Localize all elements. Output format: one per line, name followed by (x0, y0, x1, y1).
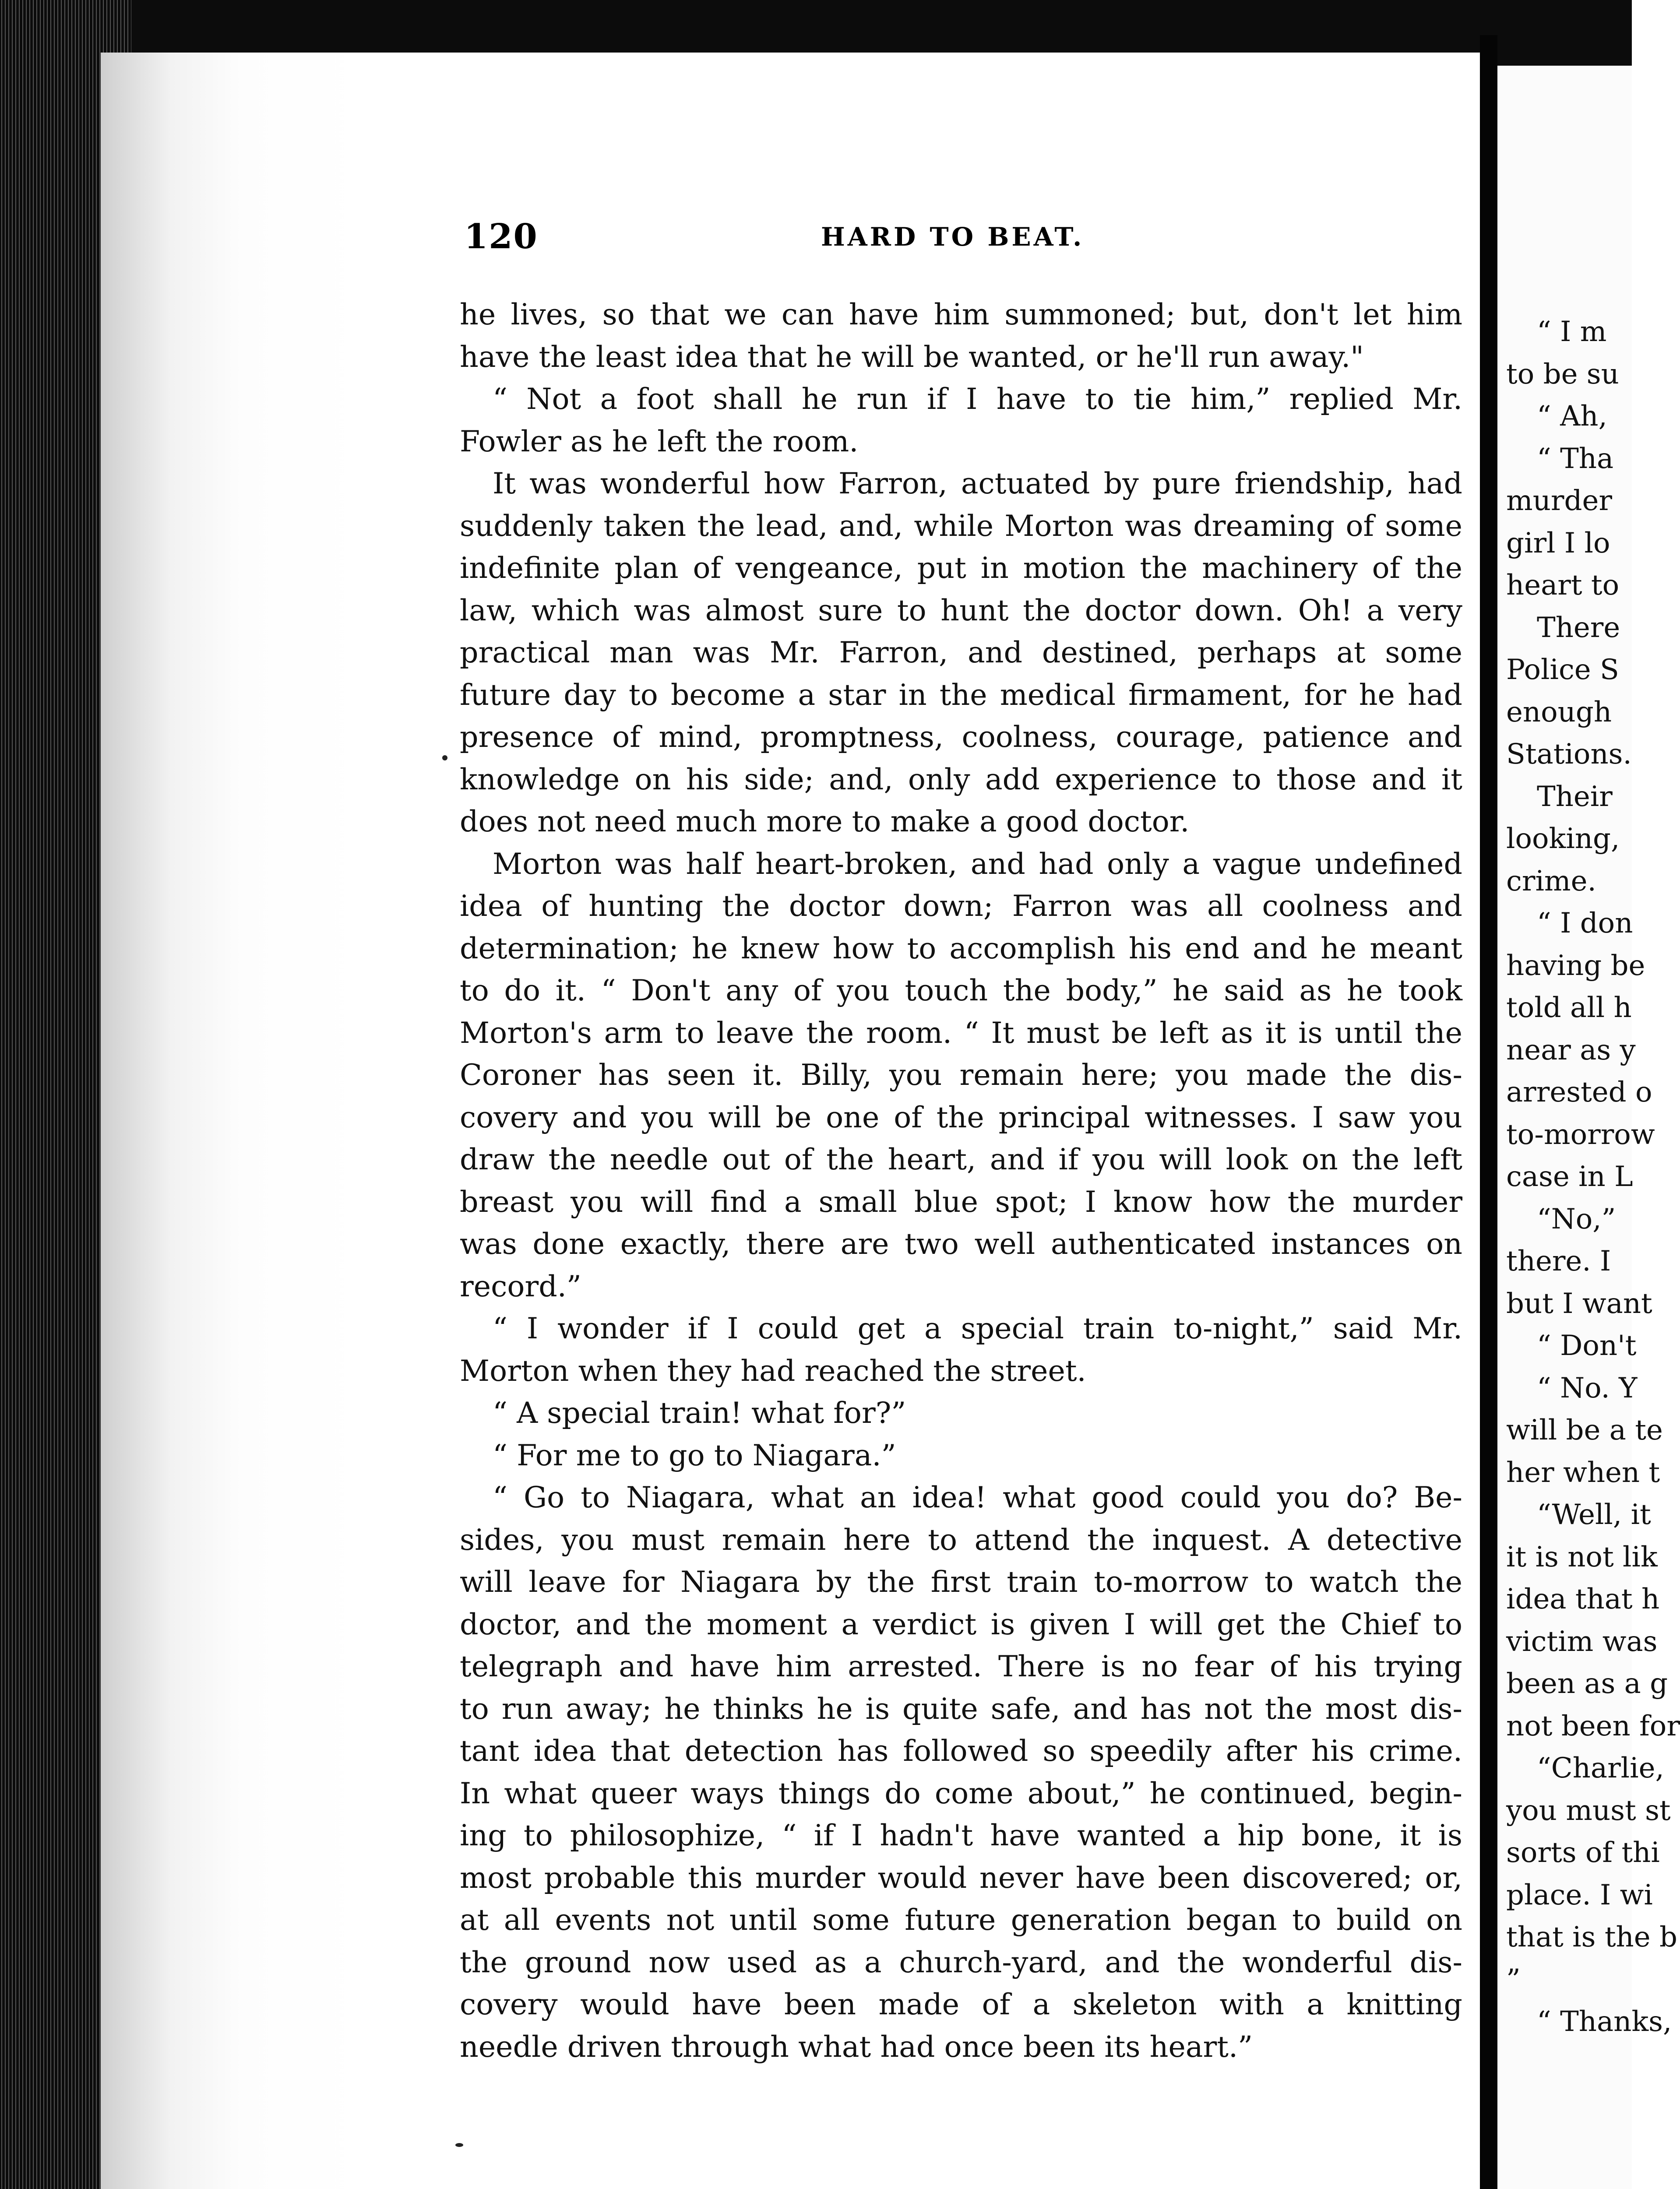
text-fragment: idea that h (1506, 1583, 1660, 1615)
text-fragment: Police S (1506, 654, 1619, 686)
text-line: will leave for Niagara by the first train to-morrow to watch the (460, 1565, 1462, 1599)
text-fragment: case in L (1506, 1161, 1633, 1193)
text-fragment: looking, (1506, 823, 1620, 855)
ink-speck (455, 2143, 463, 2147)
text-fragment: to-morrow (1506, 1118, 1655, 1151)
right-page-text (1506, 311, 1680, 2043)
text-line: Fowler as he left the room. (460, 424, 859, 458)
text-fragment: told all h (1506, 992, 1632, 1024)
text-line: to run away; he thinks he is quite safe, and has not the most dis- (460, 1691, 1462, 1726)
text-fragment: to be su (1506, 358, 1619, 391)
text-fragment: sorts of thi (1506, 1837, 1660, 1869)
page-number: 120 (464, 217, 538, 257)
text-fragment: “ Thanks, (1537, 2006, 1672, 2038)
text-line: “ A special train! what for?” (493, 1396, 906, 1430)
text-line: “ Go to Niagara, what an idea! what good could you do? Be- (493, 1480, 1462, 1514)
book-gutter (1480, 35, 1497, 2189)
text-line: at all events not until some future generation began to build on (460, 1903, 1462, 1937)
text-fragment: girl I lo (1506, 527, 1610, 560)
text-line: doctor, and the moment a verdict is given I will get the Chief to (460, 1607, 1462, 1641)
text-line: covery would have been made of a skeleton with a knitting (460, 1987, 1462, 2021)
text-line: “ For me to go to Niagara.” (493, 1438, 896, 1472)
text-fragment: ” (1506, 1963, 1521, 1996)
text-line: future day to become a star in the medical firmament, for he had (460, 677, 1462, 712)
text-fragment: place. I wi (1506, 1879, 1653, 1911)
text-fragment: having be (1506, 949, 1645, 982)
text-fragment: “ Ah, (1537, 400, 1607, 433)
text-line: breast you will find a small blue spot; I know how the murder (460, 1184, 1462, 1219)
text-fragment: near as y (1506, 1034, 1636, 1066)
text-line: indefinite plan of vengeance, put in motion the machinery of the (460, 551, 1462, 585)
running-title: HARD TO BEAT. (821, 222, 1085, 252)
text-fragment: will be a te (1506, 1414, 1663, 1446)
text-line: needle driven through what had once been its heart.” (460, 2029, 1253, 2064)
text-line: he lives, so that we can have him summoned; but, don't let him (460, 297, 1462, 331)
text-line: Morton when they had reached the street. (460, 1353, 1086, 1388)
text-fragment: heart to (1506, 569, 1620, 602)
text-line: draw the needle out of the heart, and if you will look on the left (460, 1142, 1462, 1176)
text-fragment: there. I (1506, 1245, 1611, 1278)
running-head (464, 217, 1462, 269)
text-fragment: arrested o (1506, 1076, 1652, 1109)
text-line: “ I wonder if I could get a special train to-night,” said Mr. (493, 1311, 1462, 1345)
text-line: record.” (460, 1269, 581, 1303)
text-fragment: that is the b (1506, 1921, 1677, 1953)
text-fragment: “ No. Y (1537, 1372, 1638, 1404)
text-line: law, which was almost sure to hunt the doctor down. Oh! a very (460, 593, 1462, 627)
text-line: tant idea that detection has followed so speedily after his crime. (460, 1734, 1462, 1768)
text-fragment: “Charlie, (1537, 1752, 1664, 1784)
text-line: knowledge on his side; and, only add experience to those and it (460, 762, 1462, 796)
text-line: presence of mind, promptness, coolness, courage, patience and (460, 720, 1462, 754)
text-fragment: not been for (1506, 1710, 1680, 1742)
text-fragment: Their (1537, 780, 1613, 813)
text-fragment: Stations. (1506, 738, 1632, 771)
text-line: In what queer ways things do come about,” he continued, begin- (460, 1776, 1462, 1810)
text-line: ing to philosophize, “ if I hadn't have wanted a hip bone, it is (460, 1818, 1462, 1852)
text-line: the ground now used as a church-yard, and the wonderful dis- (460, 1945, 1462, 1979)
text-line: most probable this murder would never have been discovered; or, (460, 1860, 1462, 1895)
text-line: does not need much more to make a good doctor. (460, 804, 1190, 838)
text-line: to do it. “ Don't any of you touch the body,” he said as he took (460, 973, 1462, 1007)
text-fragment: “No,” (1537, 1203, 1616, 1235)
text-fragment: “Well, it (1537, 1499, 1651, 1531)
text-line: determination; he knew how to accomplish his end and he meant (460, 931, 1462, 965)
text-line: Morton's arm to leave the room. “ It must be left as it is until the (460, 1015, 1462, 1050)
text-fragment: victim was (1506, 1625, 1658, 1658)
text-line: idea of hunting the doctor down; Farron was all coolness and (460, 889, 1462, 923)
text-fragment: her when t (1506, 1456, 1660, 1489)
text-fragment: but I want (1506, 1287, 1652, 1320)
text-line: Coroner has seen it. Billy, you remain here; you made the dis- (460, 1058, 1462, 1092)
text-fragment: you must st (1506, 1794, 1671, 1827)
text-fragment: been as a g (1506, 1668, 1668, 1700)
text-line: “ Not a foot shall he run if I have to tie him,” replied Mr. (493, 382, 1462, 416)
text-line: Morton was half heart-broken, and had only a vague undefined (493, 846, 1462, 881)
text-line: practical man was Mr. Farron, and destined, perhaps at some (460, 635, 1462, 669)
text-line: have the least idea that he will be wanted, or he'll run away." (460, 339, 1364, 374)
left-page-text (460, 293, 1462, 2068)
text-fragment: enough (1506, 696, 1612, 728)
right-page (1497, 66, 1680, 2189)
text-line: telegraph and have him arrested. There is no fear of his trying (460, 1649, 1462, 1683)
text-fragment: it is not lik (1506, 1541, 1658, 1573)
text-line: covery and you will be one of the principal witnesses. I saw you (460, 1100, 1462, 1134)
text-line: suddenly taken the lead, and, while Morton was dreaming of some (460, 508, 1462, 543)
text-fragment: murder (1506, 485, 1612, 517)
text-fragment: “ I don (1537, 907, 1633, 940)
text-fragment: “ I m (1537, 316, 1607, 348)
text-fragment: “ Tha (1537, 442, 1614, 475)
text-fragment: “ Don't (1537, 1330, 1637, 1362)
text-line: was done exactly, there are two well authenticated instances on (460, 1227, 1462, 1261)
ink-speck (442, 755, 447, 760)
text-line: It was wonderful how Farron, actuated by pure friendship, had (493, 466, 1462, 500)
text-fragment: There (1537, 611, 1620, 644)
text-fragment: crime. (1506, 865, 1596, 897)
text-line: sides, you must remain here to attend the inquest. A detective (460, 1522, 1462, 1557)
